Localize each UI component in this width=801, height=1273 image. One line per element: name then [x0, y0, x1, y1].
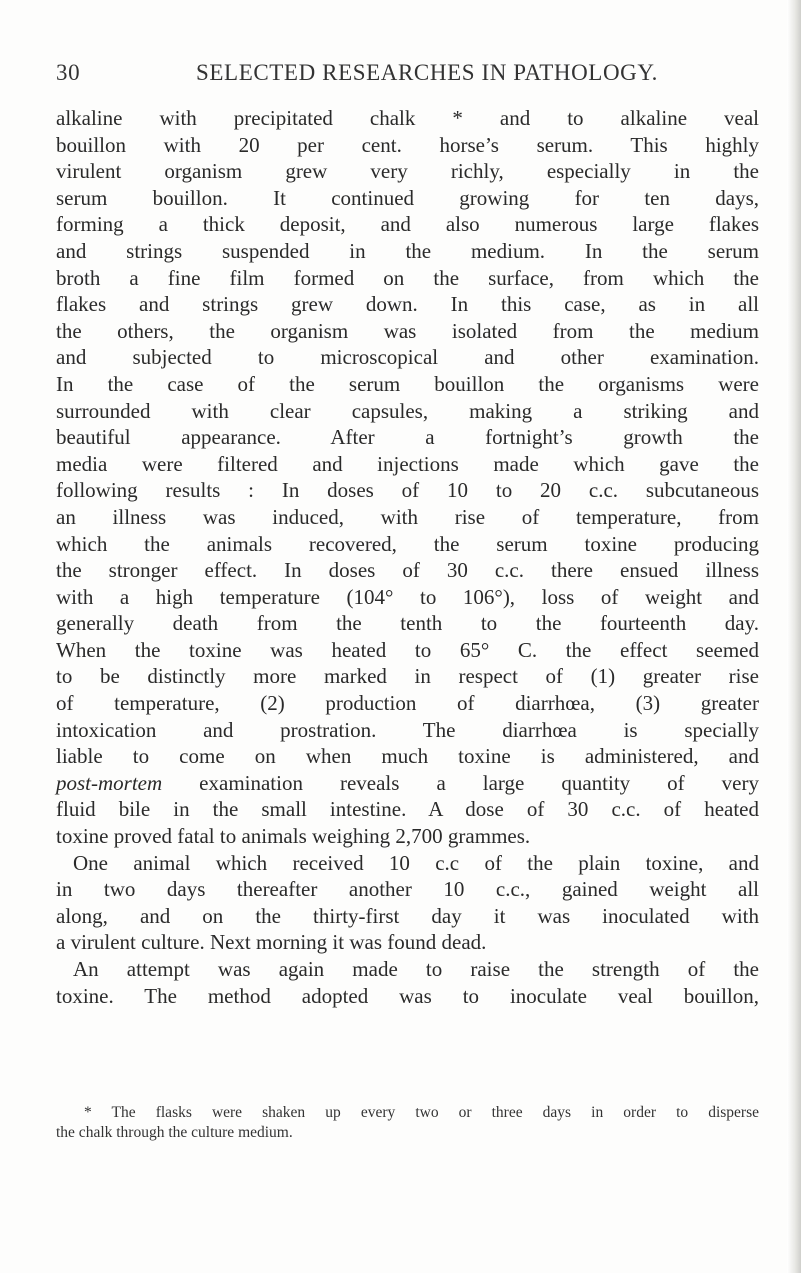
text-line: bouillon with 20 per cent. horse’s serum. This highly	[56, 132, 759, 157]
text-line: intoxication and prostration. The diarrhœa is specially	[56, 717, 759, 742]
text-line: flakes and strings grew down. In this case, as in all	[56, 292, 759, 317]
text-line: of temperature, (2) production of diarrhœa, (3) greater	[56, 691, 759, 716]
text-line: In the case of the serum bouillon the organisms were	[56, 371, 759, 396]
text-line: When the toxine was heated to 65° C. the effect seemed	[56, 637, 759, 662]
italic-term: post-mortem	[56, 770, 163, 795]
page-number: 30	[56, 60, 81, 85]
text-line: along, and on the thirty-first day it was inoculated with	[56, 903, 759, 928]
footnote	[56, 1103, 759, 1143]
text-line: and strings suspended in the medium. In the serum	[56, 238, 759, 263]
text-line: broth a fine film formed on the surface, from which the	[56, 265, 759, 290]
text-line: forming a thick deposit, and also numerous large flakes	[56, 212, 759, 237]
paragraph-start-line: An attempt was again made to raise the strength of the	[73, 957, 759, 981]
footnote-line: the chalk through the culture medium.	[56, 1124, 293, 1141]
text-line-rest: examination reveals a large quantity of very	[162, 770, 759, 795]
text-line: following results : In doses of 10 to 20 c.c. subcutaneous	[56, 478, 759, 503]
page-edge-shadow	[787, 0, 801, 1273]
text-line: beautiful appearance. After a fortnight’s growth the	[56, 425, 759, 450]
text-line: a virulent culture. Next morning it was found dead.	[56, 930, 487, 955]
text-line: the stronger effect. In doses of 30 c.c. there ensued illness	[56, 558, 759, 583]
paragraph-start-line: One animal which received 10 c.c of the plain toxine, and	[73, 850, 759, 875]
text-line: virulent organism grew very richly, especially in the	[56, 159, 759, 184]
text-line: media were filtered and injections made which gave the	[56, 451, 759, 476]
text-line: fluid bile in the small intestine. A dose of 30 c.c. of heated	[56, 797, 759, 822]
text-line: toxine proved fatal to animals weighing 2,700 grammes.	[56, 824, 531, 849]
running-title: SELECTED RESEARCHES IN PATHOLOGY.	[196, 60, 658, 85]
text-line: generally death from the tenth to the fourteenth day.	[56, 611, 759, 636]
text-line	[56, 770, 759, 797]
running-head	[56, 60, 756, 94]
text-line: liable to come on when much toxine is administered, and	[56, 744, 759, 769]
text-line: an illness was induced, with rise of temperature, from	[56, 504, 759, 529]
text-line: and subjected to microscopical and other examination.	[56, 345, 759, 370]
text-line: alkaline with precipitated chalk * and to alkaline veal	[56, 106, 759, 130]
text-line: with a high temperature (104° to 106°), loss of weight and	[56, 584, 759, 609]
text-line: in two days thereafter another 10 c.c., gained weight all	[56, 877, 759, 902]
body-text	[56, 105, 759, 1009]
text-line: serum bouillon. It continued growing for ten days,	[56, 185, 759, 210]
text-line: which the animals recovered, the serum toxine producing	[56, 531, 759, 556]
footnote-line: * The flasks were shaken up every two or three days in order to disperse	[84, 1104, 759, 1121]
text-line: the others, the organism was isolated from the medium	[56, 318, 759, 343]
text-line: surrounded with clear capsules, making a striking and	[56, 398, 759, 423]
text-line: to be distinctly more marked in respect of (1) greater rise	[56, 664, 759, 689]
text-line: toxine. The method adopted was to inoculate veal bouillon,	[56, 983, 759, 1008]
